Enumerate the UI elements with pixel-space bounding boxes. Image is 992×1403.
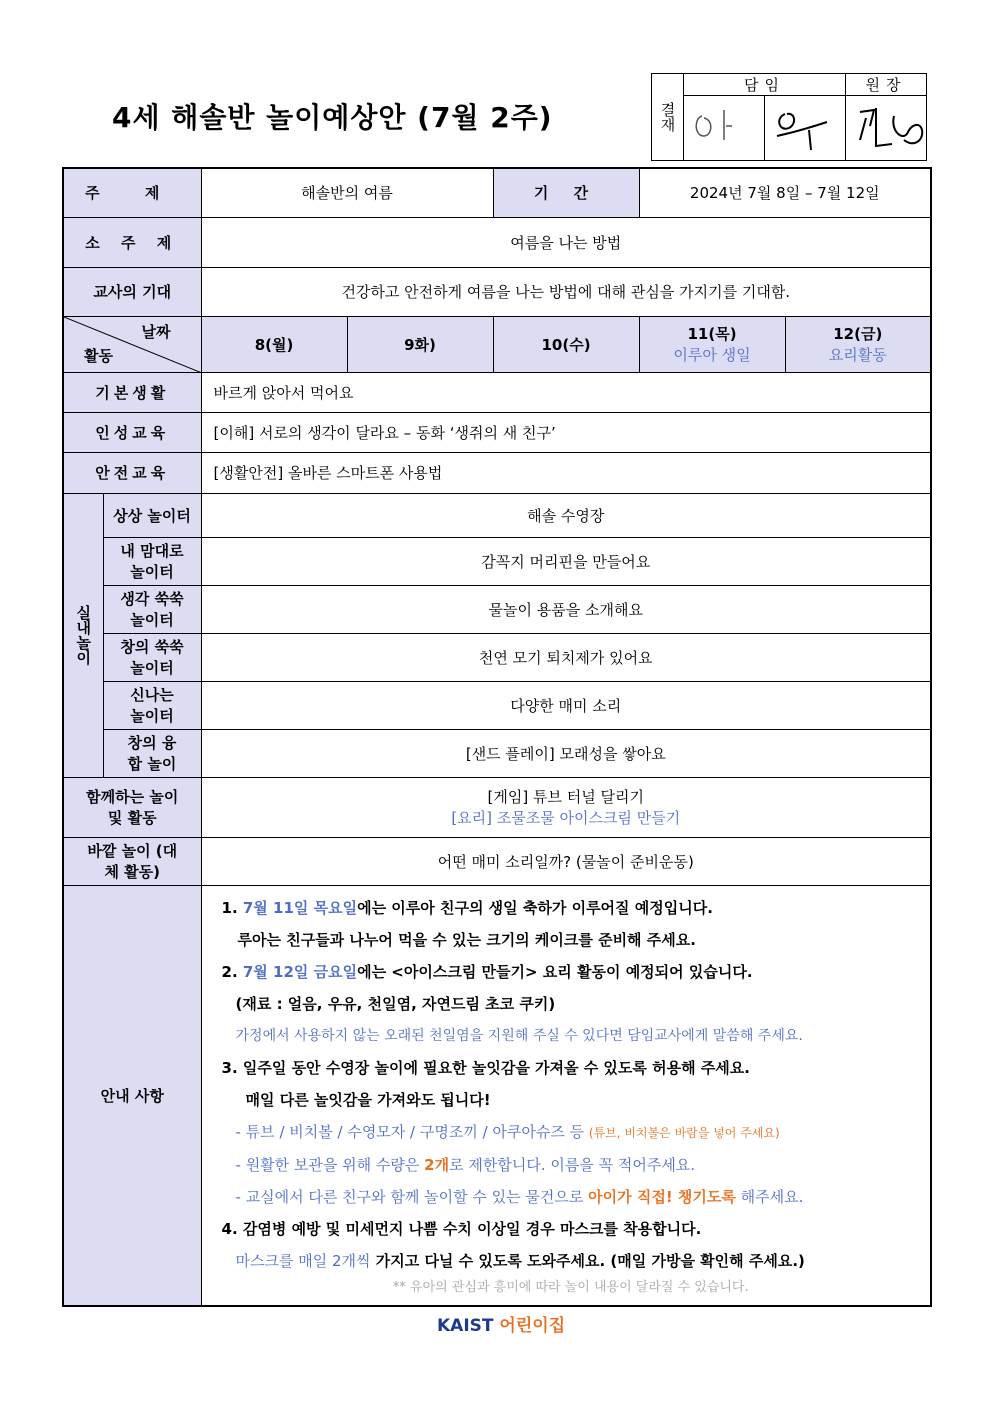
- indoor-play-value: 다양한 매미 소리: [201, 681, 931, 729]
- notice-text: 7월 11일 목요일: [242, 898, 358, 917]
- period-value: 2024년 7월 8일 – 7월 12일: [639, 168, 931, 217]
- notice-text: (재료 : 얼음, 우유, 천일염, 자연드림 초코 쿠키): [235, 994, 556, 1013]
- notice-text: 에는 <아이스크림 만들기> 요리 활동이 예정되어 있습니다.: [357, 962, 753, 981]
- day-fri-note: 요리활동: [828, 346, 887, 364]
- notice-text: 2.: [221, 962, 243, 981]
- indoor-play-label: 실내놀이: [63, 493, 103, 777]
- notice-text: 7월 12일 금요일: [242, 962, 358, 981]
- approval-box: [651, 73, 927, 161]
- outdoor-value: 어떤 매미 소리일까? (물놀이 준비운동): [201, 837, 931, 885]
- notice-content: [201, 885, 931, 1306]
- notice-text: 에는 이루아 친구의 생일 축하가 이루어질 예정입니다.: [357, 898, 713, 917]
- notice-text: 마스크를 매일 2개씩: [235, 1251, 371, 1270]
- day-thu-note: 이루아 생일: [673, 346, 751, 364]
- indoor-play-name: 창의 융합 놀이: [103, 729, 201, 777]
- basic-life-label: 기본생활: [63, 372, 201, 412]
- notice-text: - 튜브 / 비치볼 / 수영모자 / 구명조끼 / 아쿠아슈즈 등: [235, 1122, 589, 1141]
- notice-footnote: ** 유아의 관심과 흥미에 따라 놀이 내용이 달라질 수 있습니다.: [392, 1279, 749, 1295]
- activity-header: 활동: [84, 346, 113, 365]
- day-thu: [639, 316, 785, 372]
- plan-table: [62, 167, 932, 1307]
- notice-text: - 원활한 보관을 위해 수량은: [235, 1155, 425, 1174]
- character-edu-value: [이해] 서로의 생각이 달라요 – 동화 ‘생쥐의 새 친구’: [201, 412, 931, 452]
- notice-text: 가지고 다닐 수 있도록 도와주세요. (매일 가방을 확인해 주세요.): [370, 1251, 805, 1270]
- together-label: 함께하는 놀이 및 활동: [63, 777, 201, 837]
- date-activity-header: [63, 316, 201, 372]
- signature-homeroom-2: [765, 96, 846, 161]
- notice-text: 로 제한합니다. 이름을 꼭 적어주세요.: [449, 1155, 696, 1174]
- notice-text: - 교실에서 다른 친구와 함께 놀이할 수 있는 물건으로: [235, 1187, 589, 1206]
- date-header: 날짜: [141, 322, 171, 341]
- notice-text: 4. 감염병 예방 및 미세먼지 나쁨 수치 이상일 경우 마스크를 착용합니다.: [221, 1219, 702, 1238]
- notice-text: 아이가 직접! 챙기도록: [588, 1187, 736, 1206]
- notice-text: 2개: [424, 1155, 450, 1174]
- notice-label: 안내 사항: [63, 885, 201, 1306]
- notice-text: 매일 다른 놀잇감을 가져와도 됩니다!: [245, 1090, 491, 1109]
- day-fri: [785, 316, 931, 372]
- day-mon: 8(월): [201, 316, 347, 372]
- logo-left: KAIST: [437, 1316, 494, 1336]
- approval-homeroom-label: 담임: [684, 74, 846, 96]
- indoor-play-name: 생각 쑥쑥 놀이터: [103, 585, 201, 633]
- approval-director-label: 원장: [846, 74, 927, 96]
- day-wed: 10(수): [493, 316, 639, 372]
- together-value: [201, 777, 931, 837]
- together-line2: [요리] 조물조물 아이스크림 만들기: [451, 809, 681, 827]
- together-line1: [게임] 튜브 터널 달리기: [487, 788, 644, 806]
- page-title: 4세 해솔반 놀이예상안 (7월 2주): [112, 101, 553, 134]
- indoor-play-value: [샌드 플레이] 모래성을 쌓아요: [201, 729, 931, 777]
- safety-edu-value: [생활안전] 올바른 스마트폰 사용법: [201, 452, 931, 493]
- character-edu-label: 인성교육: [63, 412, 201, 452]
- notice-text: 3. 일주일 동안 수영장 놀이에 필요한 놀잇감을 가져올 수 있도록 허용해 주세요.: [221, 1058, 750, 1077]
- approval-label: 결재: [652, 74, 684, 161]
- indoor-play-value: 천연 모기 퇴치제가 있어요: [201, 633, 931, 681]
- indoor-play-value: 감꼭지 머리핀을 만들어요: [201, 537, 931, 585]
- expectation-label: 교사의 기대: [63, 267, 201, 316]
- kaist-logo: [437, 1311, 565, 1336]
- indoor-play-name: 내 맘대로 놀이터: [103, 537, 201, 585]
- notice-text: (튜브, 비치볼은 바람을 넣어 주세요): [588, 1125, 780, 1140]
- indoor-play-value: 해솔 수영장: [201, 493, 931, 537]
- logo-right: 어린이집: [499, 1316, 566, 1336]
- expectation-value: 건강하고 안전하게 여름을 나는 방법에 대해 관심을 가지기를 기대함.: [201, 267, 931, 316]
- notice-text: 해주세요.: [735, 1187, 804, 1206]
- signature-director: [846, 96, 927, 161]
- indoor-play-value: 물놀이 용품을 소개해요: [201, 585, 931, 633]
- indoor-play-name: 신나는 놀이터: [103, 681, 201, 729]
- notice-text: 1.: [221, 898, 243, 917]
- indoor-play-name: 상상 놀이터: [103, 493, 201, 537]
- indoor-play-name: 창의 쑥쑥 놀이터: [103, 633, 201, 681]
- subtheme-label: 소 주 제: [63, 217, 201, 267]
- day-fri-label: 12(금): [833, 325, 883, 343]
- outdoor-label: 바깥 놀이 (대체 활동): [63, 837, 201, 885]
- signature-homeroom-1: [684, 96, 765, 161]
- period-label: 기 간: [493, 168, 639, 217]
- safety-edu-label: 안전교육: [63, 452, 201, 493]
- day-tue: 9화): [347, 316, 493, 372]
- subtheme-value: 여름을 나는 방법: [201, 217, 931, 267]
- basic-life-value: 바르게 앉아서 먹어요: [201, 372, 931, 412]
- theme-label: 주 제: [63, 168, 201, 217]
- theme-value: 해솔반의 여름: [201, 168, 493, 217]
- notice-text: 가정에서 사용하지 않는 오래된 천일염을 지원해 주실 수 있다면 담임교사에게 말씀해 주세요.: [235, 1027, 803, 1044]
- notice-text: 루아는 친구들과 나누어 먹을 수 있는 크기의 케이크를 준비해 주세요.: [237, 930, 696, 949]
- day-thu-label: 11(목): [687, 325, 737, 343]
